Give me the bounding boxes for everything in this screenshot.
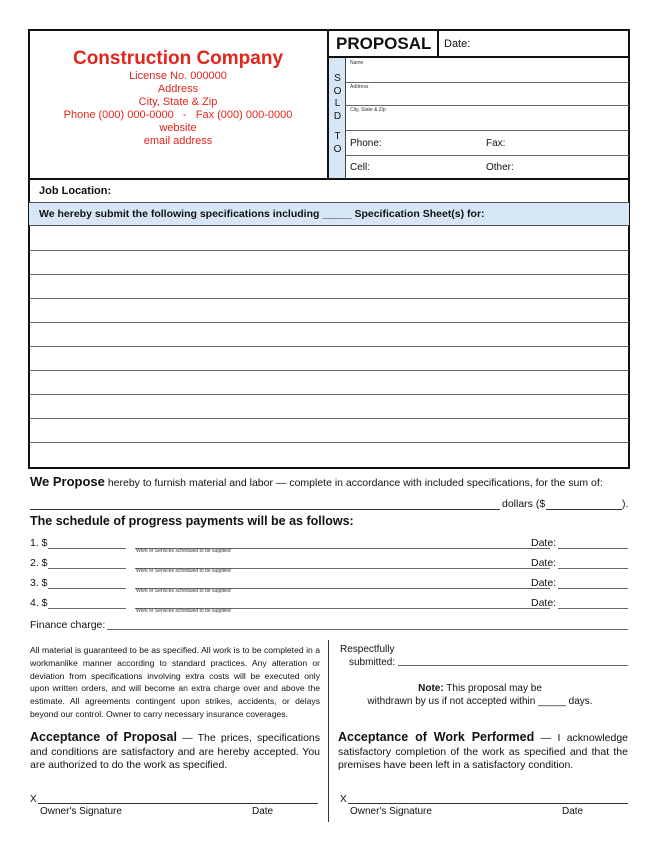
payment-caption: Work or Services scheduled to be supplied (136, 548, 231, 554)
payment-date-label: Date: (531, 537, 557, 549)
payment-date-label: Date: (531, 577, 557, 589)
payment-row (30, 557, 630, 575)
company-block (30, 48, 326, 148)
propose-text (30, 474, 603, 489)
city-field-label: City, State & Zip (350, 107, 386, 113)
owner-signature-label: Owner's Signature (40, 806, 122, 817)
payment-number: 4. $ (30, 597, 48, 609)
fax-field[interactable]: Fax: (486, 138, 506, 149)
address-field-label: Address (350, 84, 369, 90)
payment-caption: Work or Services scheduled to be supplied (136, 608, 231, 614)
spec-line[interactable] (29, 442, 629, 443)
owner-signature-field[interactable] (38, 803, 318, 804)
acceptance-proposal-text: — The prices, specifications and conditions are satisfactory and are hereby accepted. You are authorized to do the work as specified. (30, 732, 320, 771)
signature-date-label: Date (562, 806, 584, 817)
divider-horizontal (327, 56, 629, 58)
payment-date-field[interactable] (558, 608, 628, 609)
payment-caption: Work or Services scheduled to be supplied (136, 588, 231, 594)
spec-line[interactable] (29, 418, 629, 419)
company-email: email address (143, 135, 213, 147)
submitted-by-field[interactable] (398, 665, 628, 666)
payment-amount-field[interactable] (48, 548, 126, 549)
spec-line[interactable] (29, 370, 629, 371)
payment-date-field[interactable] (558, 568, 628, 569)
dollars-end: ). (622, 498, 629, 510)
payment-amount-field[interactable] (48, 608, 126, 609)
spec-line[interactable] (29, 298, 629, 299)
sum-amount-field[interactable] (546, 509, 622, 510)
signature-date-label: Date (252, 806, 274, 817)
owner-signature-label: Owner's Signature (350, 806, 432, 817)
divider (346, 155, 629, 156)
date-label[interactable]: Date: (444, 38, 471, 50)
job-location-field[interactable]: Job Location: (39, 185, 112, 197)
propose-bold: We Propose (30, 474, 105, 489)
name-field[interactable] (346, 82, 629, 83)
payment-row (30, 577, 630, 595)
spec-line[interactable] (29, 346, 629, 347)
payment-row (30, 597, 630, 615)
owner-signature-field[interactable] (348, 803, 628, 804)
payment-date-field[interactable] (558, 548, 628, 549)
acceptance-work (338, 731, 628, 773)
divider-horizontal (29, 178, 629, 180)
finance-charge-field[interactable] (107, 629, 628, 630)
payment-amount-field[interactable] (48, 588, 126, 589)
city-field[interactable] (346, 130, 629, 131)
other-field[interactable]: Other: (486, 162, 514, 173)
schedule-title: The schedule of progress payments will be as follows: (30, 514, 354, 528)
sum-words-field[interactable] (30, 509, 500, 510)
guarantee-text: All material is guaranteed to be as specified. All work is to be completed in a workmanlike manner according to standard practices. Any alteration or deviation from specifications involving extra costs will be executed only upon written orders, and will become an extra charge over and above the estimate. All agreements contingent upon strikes, accidents, or delays beyond our control. Owner to carry necessary insurance coverages. (30, 645, 320, 719)
dollars-label: dollars ($ (502, 498, 546, 510)
payment-number: 1. $ (30, 537, 48, 549)
signature-x: X (30, 794, 37, 805)
spec-header: We hereby submit the following specifications including _____ Specification Sheet(s) for: (39, 208, 485, 220)
payment-date-field[interactable] (558, 588, 628, 589)
payment-number: 2. $ (30, 557, 48, 569)
acceptance-work-text: — I acknowledge satisfactory completion of the work as specified and that the premises have been left in a satisfactory condition. (338, 732, 629, 771)
company-city: City, State & Zip (138, 96, 218, 108)
payment-caption: Work or Services scheduled to be supplied (136, 568, 231, 574)
company-name: Construction Company (72, 48, 284, 69)
cell-field[interactable]: Cell: (350, 162, 371, 173)
proposal-title: PROPOSAL (336, 34, 432, 53)
payment-row (30, 537, 630, 555)
respectfully-label: Respectfully submitted: (340, 644, 396, 668)
note-text: Note: This proposal may be withdrawn by us if not accepted within _____ days. (367, 683, 593, 707)
company-address: Address (157, 83, 199, 95)
spec-line[interactable] (29, 250, 629, 251)
company-website: website (159, 122, 197, 134)
finance-charge-label: Finance charge: (30, 619, 106, 631)
payment-date-label: Date: (531, 597, 557, 609)
address-field[interactable] (346, 105, 629, 106)
propose-body: hereby to furnish material and labor — complete in accordance with included specifications, for the sum of: (107, 477, 603, 489)
phone-field[interactable]: Phone: (350, 138, 382, 149)
sold-to-label: S O L D T O (333, 73, 342, 155)
name-field-label: Name (350, 60, 364, 66)
acceptance-proposal (30, 731, 320, 773)
payment-number: 3. $ (30, 577, 48, 589)
payment-date-label: Date: (531, 557, 557, 569)
signature-x: X (340, 794, 347, 805)
note-bold: Note: (418, 683, 444, 694)
divider-vertical (437, 30, 439, 57)
company-license: License No. 000000 (129, 70, 227, 82)
acceptance-proposal-title: Acceptance of Proposal (30, 730, 177, 744)
payment-amount-field[interactable] (48, 568, 126, 569)
spec-line[interactable] (29, 322, 629, 323)
company-phone-fax: Phone (000) 000-0000 - Fax (000) 000-0000 (63, 109, 293, 121)
spec-line[interactable] (29, 274, 629, 275)
column-divider (328, 640, 329, 822)
spec-line[interactable] (29, 394, 629, 395)
acceptance-work-title: Acceptance of Work Performed (338, 730, 535, 744)
